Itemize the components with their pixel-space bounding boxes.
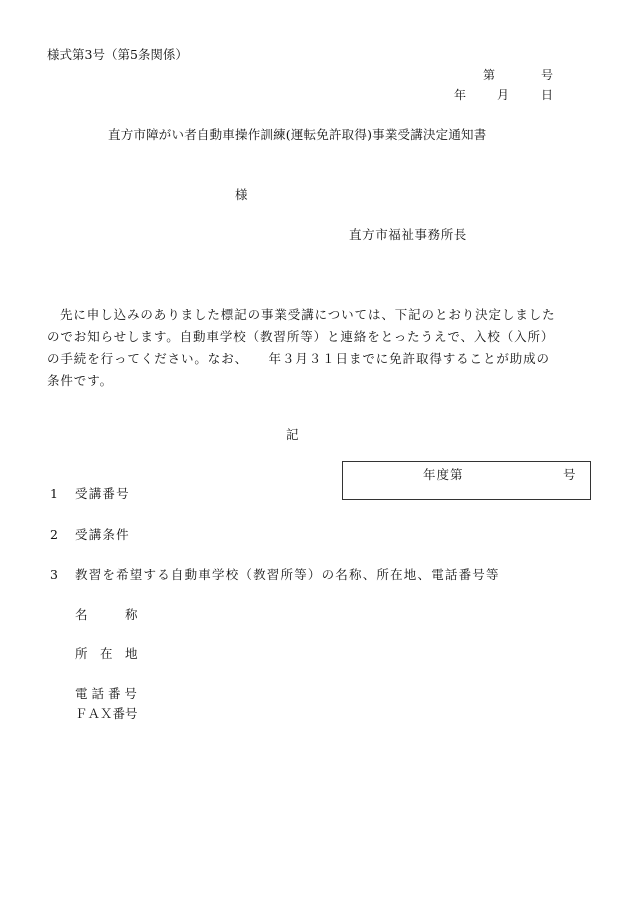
item-number: 2	[50, 527, 58, 542]
school-name-label: 名 称	[75, 607, 138, 622]
item-number: 1	[50, 486, 58, 501]
item-label-course-conditions: 受講条件	[75, 527, 130, 542]
notice-body-line: のでお知らせします。自動車学校（教習所等）と連絡をとったうえで、入校（入所）	[47, 329, 555, 344]
notice-body	[47, 304, 603, 392]
document-title: 直方市障がい者自動車操作訓練(運転免許取得)事業受講決定通知書	[108, 127, 487, 142]
issuer-name: 直方市福祉事務所長	[349, 227, 467, 242]
school-fax-label: ＦＡＸ番号	[75, 706, 138, 721]
notice-body-line: の手続を行ってください。なお、 年３月３１日までに免許取得することが助成の	[47, 351, 550, 366]
date-year-label: 年	[454, 88, 467, 102]
item-label-school-info: 教習を希望する自動車学校（教習所等）の名称、所在地、電話番号等	[75, 567, 500, 582]
registration-number-prefix: 年度第	[423, 467, 464, 482]
item-label-course-number: 受講番号	[75, 486, 130, 501]
document-number-label: 第	[483, 68, 496, 82]
form-id: 様式第3号（第5条関係）	[47, 47, 188, 62]
ki-heading: 記	[286, 427, 299, 442]
document-number-suffix: 号	[541, 68, 554, 82]
recipient-honorific: 様	[235, 187, 248, 202]
registration-number-suffix: 号	[563, 467, 576, 482]
date-month-label: 月	[497, 88, 510, 102]
notice-body-line: 条件です。	[47, 373, 114, 388]
registration-number-box	[342, 461, 591, 500]
school-address-label: 所 在 地	[75, 646, 138, 661]
notice-body-line: 先に申し込みのありました標記の事業受講については、下記のとおり決定しました	[60, 307, 556, 322]
date-day-label: 日	[541, 88, 554, 102]
school-phone-label: 電 話 番 号	[75, 686, 137, 701]
item-number: 3	[50, 567, 58, 582]
